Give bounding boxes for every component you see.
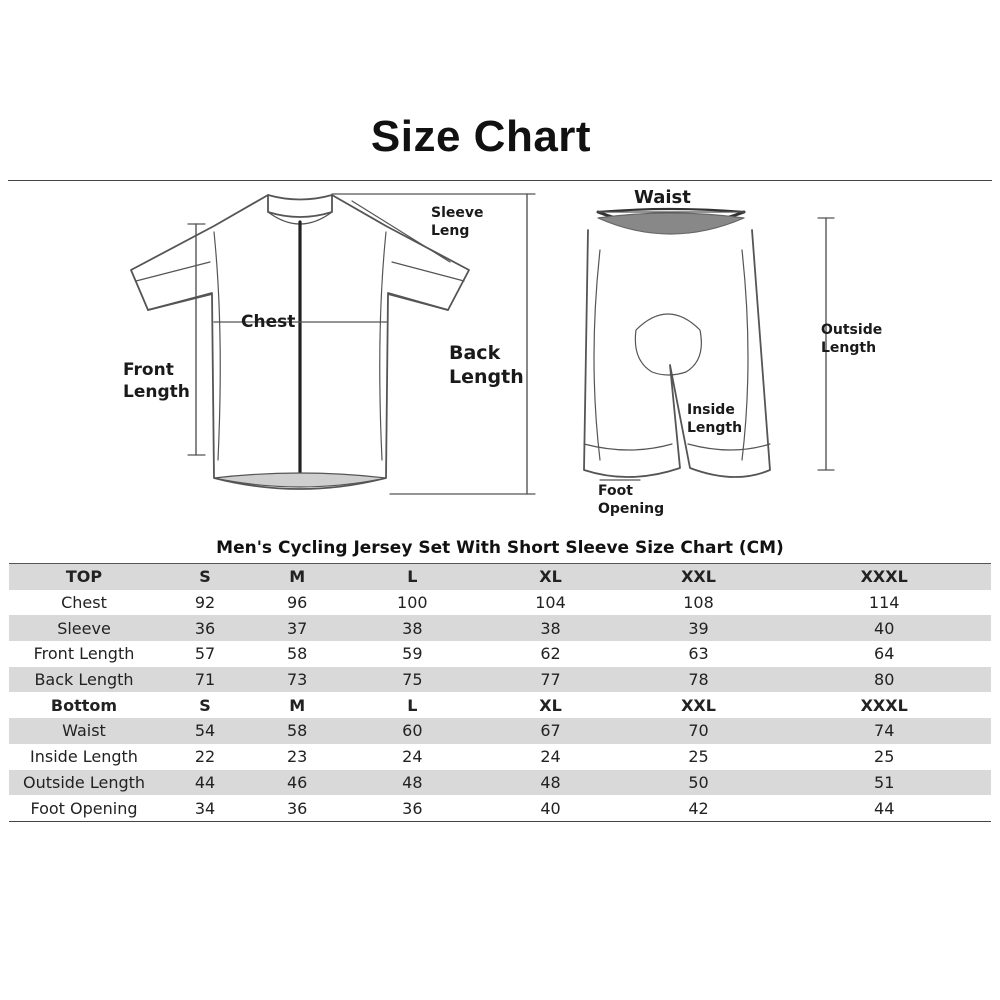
measurement-value-cell: 38 bbox=[481, 615, 619, 641]
measurement-value-cell: 25 bbox=[688, 747, 709, 767]
measurement-value-cell: 60 bbox=[343, 718, 481, 744]
size-header-cell: XL bbox=[481, 564, 619, 590]
measurement-name-cell: Outside Length bbox=[9, 770, 159, 796]
measurement-value-cell: 24 bbox=[402, 747, 423, 767]
table-row bbox=[9, 667, 991, 693]
measurement-name-cell: Waist bbox=[9, 718, 159, 744]
size-header-cell: M bbox=[251, 564, 343, 590]
measurement-value-cell: 64 bbox=[874, 644, 895, 664]
measurement-value-cell: 92 bbox=[194, 593, 216, 613]
size-header-cell: S bbox=[199, 695, 211, 715]
measurement-value-cell: 63 bbox=[688, 644, 709, 664]
measurement-value-cell: 104 bbox=[535, 593, 566, 613]
measurement-value-cell: 100 bbox=[397, 593, 428, 613]
measurement-value-cell: 78 bbox=[620, 667, 778, 693]
foot-label-line1: Foot bbox=[598, 483, 633, 499]
chest-label: Chest bbox=[241, 312, 296, 332]
measurement-value-cell: 25 bbox=[874, 747, 895, 767]
measurement-value-cell: 36 bbox=[343, 795, 481, 821]
shorts-illustration bbox=[584, 209, 834, 480]
inside-label-line2: Length bbox=[687, 419, 743, 436]
size-header-cell: XXXL bbox=[860, 695, 908, 715]
table-row bbox=[9, 795, 991, 821]
size-header-cell: L bbox=[343, 564, 481, 590]
measurement-value-cell: 80 bbox=[777, 667, 991, 693]
size-header-cell: S bbox=[159, 564, 251, 590]
measurement-value-cell: 42 bbox=[620, 795, 778, 821]
foot-opening-label bbox=[598, 483, 664, 519]
measurement-value-cell: 40 bbox=[777, 615, 991, 641]
measurement-value-cell: 77 bbox=[481, 667, 619, 693]
measurement-value-cell: 70 bbox=[620, 718, 778, 744]
outside-length-label bbox=[821, 322, 882, 358]
measurement-value-cell: 34 bbox=[159, 795, 251, 821]
inside-label-line1: Inside bbox=[687, 402, 735, 418]
measurement-value-cell: 62 bbox=[540, 644, 561, 664]
measurement-value-cell: 71 bbox=[159, 667, 251, 693]
size-header-cell: XXXL bbox=[777, 564, 991, 590]
measurement-value-cell: 67 bbox=[481, 718, 619, 744]
sleeve-label-line1: Sleeve bbox=[431, 205, 484, 221]
table-header-row bbox=[9, 564, 991, 590]
measurement-value-cell: 108 bbox=[683, 593, 714, 613]
measurement-value-cell: 57 bbox=[194, 644, 216, 664]
size-header-cell: XXL bbox=[620, 564, 778, 590]
measurement-value-cell: 74 bbox=[777, 718, 991, 744]
measurement-value-cell: 44 bbox=[777, 795, 991, 821]
sleeve-length-label bbox=[431, 205, 484, 241]
measurement-value-cell: 24 bbox=[540, 747, 561, 767]
front-length-label bbox=[123, 360, 190, 404]
inside-length-label bbox=[687, 402, 742, 438]
measurement-value-cell: 58 bbox=[251, 718, 343, 744]
foot-label-line2: Opening bbox=[598, 500, 665, 517]
table-row bbox=[9, 744, 991, 770]
measurement-name-cell: Inside Length bbox=[30, 747, 138, 767]
measurement-name-cell: Chest bbox=[61, 593, 107, 613]
size-header-cell: L bbox=[407, 695, 418, 715]
back-length-label bbox=[449, 341, 524, 390]
outside-label-line1: Outside bbox=[821, 322, 883, 338]
measurement-value-cell: 51 bbox=[777, 770, 991, 796]
table-row bbox=[9, 615, 991, 641]
waist-label: Waist bbox=[634, 187, 691, 208]
table-caption: Men's Cycling Jersey Set With Short Sleeve Size Chart (CM) bbox=[216, 538, 784, 558]
measurement-value-cell: 40 bbox=[481, 795, 619, 821]
size-table bbox=[9, 564, 991, 822]
measurement-name-cell: Front Length bbox=[33, 644, 135, 664]
section-header-cell: TOP bbox=[9, 564, 159, 590]
measurement-value-cell: 39 bbox=[620, 615, 778, 641]
measurement-value-cell: 54 bbox=[159, 718, 251, 744]
section-header-cell: Bottom bbox=[50, 695, 118, 715]
measurement-value-cell: 96 bbox=[286, 593, 308, 613]
page-title: Size Chart bbox=[370, 112, 592, 161]
measurement-value-cell: 44 bbox=[159, 770, 251, 796]
measurement-value-cell: 59 bbox=[402, 644, 423, 664]
measurement-value-cell: 75 bbox=[343, 667, 481, 693]
measurement-value-cell: 50 bbox=[620, 770, 778, 796]
measurement-name-cell: Foot Opening bbox=[9, 795, 159, 821]
table-row bbox=[9, 641, 991, 667]
measurement-value-cell: 22 bbox=[194, 747, 216, 767]
measurement-name-cell: Sleeve bbox=[9, 615, 159, 641]
measurement-value-cell: 37 bbox=[251, 615, 343, 641]
table-row bbox=[9, 718, 991, 744]
back-label-line1: Back bbox=[449, 342, 501, 364]
measurement-value-cell: 23 bbox=[286, 747, 308, 767]
table-header-row bbox=[9, 692, 991, 718]
measurement-value-cell: 46 bbox=[251, 770, 343, 796]
front-label-line2: Length bbox=[123, 381, 190, 402]
measurement-value-cell: 48 bbox=[343, 770, 481, 796]
measurement-value-cell: 114 bbox=[868, 593, 900, 613]
sleeve-label-line2: Leng bbox=[431, 222, 470, 239]
measurement-value-cell: 73 bbox=[251, 667, 343, 693]
measurement-name-cell: Back Length bbox=[9, 667, 159, 693]
size-header-cell: XL bbox=[539, 695, 562, 715]
measurement-value-cell: 36 bbox=[159, 615, 251, 641]
measurement-value-cell: 38 bbox=[343, 615, 481, 641]
size-header-cell: M bbox=[289, 695, 306, 715]
size-header-cell: XXL bbox=[681, 695, 716, 715]
measurement-value-cell: 36 bbox=[251, 795, 343, 821]
table-row bbox=[9, 590, 991, 616]
table-row bbox=[9, 770, 991, 796]
outside-label-line2: Length bbox=[821, 339, 877, 356]
measurement-value-cell: 58 bbox=[286, 644, 308, 664]
back-label-line2: Length bbox=[449, 366, 524, 389]
front-label-line1: Front bbox=[123, 360, 174, 380]
measurement-value-cell: 48 bbox=[481, 770, 619, 796]
